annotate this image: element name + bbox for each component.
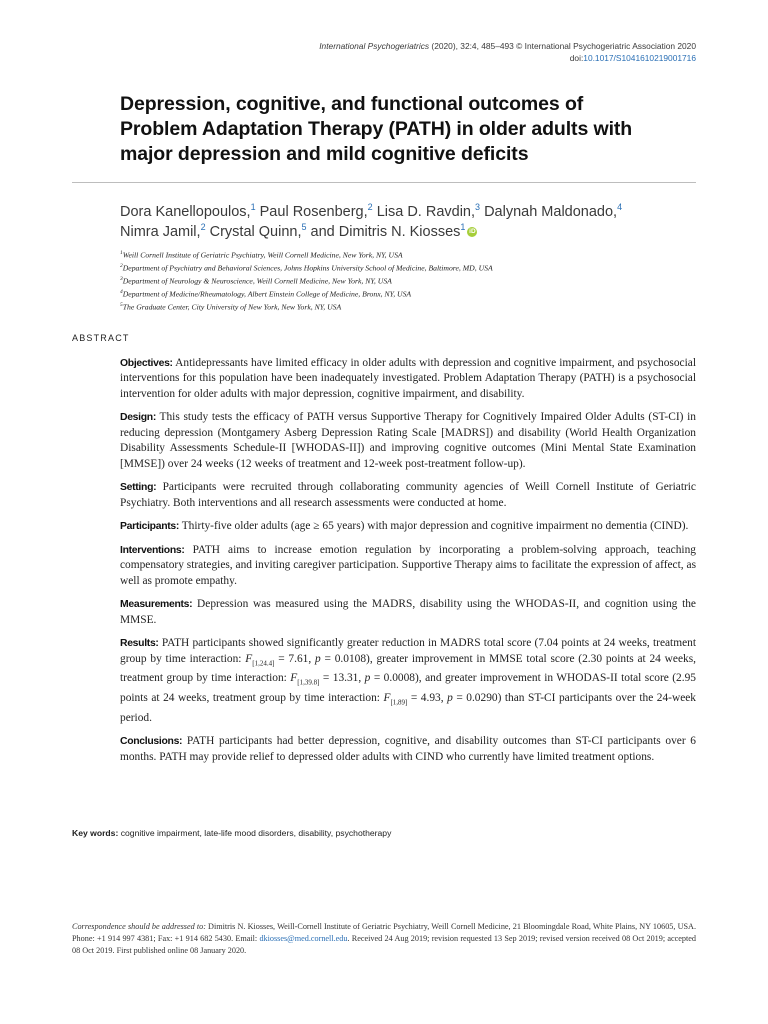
journal-name: International Psychogeriatrics (319, 41, 430, 51)
abstract-heading: ABSTRACT (72, 333, 130, 343)
keywords (72, 827, 696, 839)
abstract-interventions: Interventions: PATH aims to increase emotion regulation by incorporating a problem-solving approach, teaching compensatory strategies, and inviting caregiver participation. Supportive Therapy aims to facilitate the expression of affect, as well as promote empathy. (120, 543, 696, 587)
abstract-results: Results: PATH participants showed significantly greater reduction in MADRS total score (7.04 points at 24 weeks, treatment group by time interaction: $F_{[1,24.4]} = 7.61$, p = 0.0108), greater improvement in MMSE total score (2.30 points at 24 weeks, treatment group by time interaction: $F_{[1,39.8]} = 13.31$, p = 0.0008), and greater improvement in WHODAS-II total score (2.95 points at 24 weeks, treatment group by time interaction: $F_{[1,89]} = 4.93$, p = 0.0290) than ST-CI participants over the 24-week period. (120, 637, 696, 724)
orcid-icon[interactable]: iD (469, 228, 476, 236)
author-list (120, 202, 680, 242)
affiliation: $^2$Department of Psychiatry and Behavioral Sciences, Johns Hopkins University School of Medicine, Baltimore, MD, USA (120, 263, 493, 273)
keywords-text: cognitive impairment, late-life mood disorders, disability, psychotherapy (120, 828, 392, 838)
article-title: Depression, cognitive, and functional outcomes of Problem Adaptation Therapy (PATH) in older adults with major depression and mild cognitive deficits (120, 93, 633, 165)
email-link[interactable]: dkiosses@med.cornell.edu (259, 934, 348, 944)
author[interactable]: Paul Rosenberg,$^2$ (259, 202, 373, 220)
author[interactable]: Nimra Jamil,$^2$ (120, 222, 206, 240)
author[interactable]: Dora Kanellopoulos,$^1$ (120, 202, 256, 220)
author[interactable]: and Dimitris N. Kiosses$^1$ (310, 222, 466, 240)
correspondence-label: Correspondence should be addressed to: (72, 922, 206, 931)
author[interactable]: Lisa D. Ravdin,$^3$ (376, 202, 481, 220)
abstract-setting: Setting: Participants were recruited through collaborating community agencies of Weill Cornell Institute of Geriatric Psychiatry. Both interventions and all research assessments were conducted at home. (120, 481, 696, 509)
title-divider (72, 182, 696, 183)
correspondence-footnote: Correspondence should be addressed to: Dimitris N. Kiosses, Weill-Cornell Institute of Geriatric Psychiatry, Weill Cornell Medicine, 21 Bloomingdale Road, White Plains, NY 10605, USA. Phone: +1 914 997 4381; Fax: +1 914 682 5430. Email: dkiosses@med.cornell.edu. Received 24 Aug 2019; revision requested 13 Sep 2019; revised version received 08 Oct 2019; accepted 08 Oct 2019. First published online 08 January 2020. (72, 922, 697, 956)
author[interactable]: Dalynah Maldonado,$^4$ (484, 202, 623, 220)
doi-link[interactable]: 10.1017/S1041610219001716 (583, 53, 696, 63)
abstract-measurements: Measurements: Depression was measured using the MADRS, disability using the WHODAS-II, and cognition using the MMSE. (120, 598, 696, 626)
keywords-label: Key words: (72, 828, 119, 838)
affiliation: $^4$Department of Medicine/Rheumatology, Albert Einstein College of Medicine, Bronx, NY, USA (120, 289, 412, 299)
affiliation: $^5$The Graduate Center, City University of New York, New York, NY, USA (120, 302, 342, 312)
abstract-body (120, 356, 696, 773)
affiliation: $^3$Department of Neurology & Neuroscience, Weill Cornell Medicine, New York, NY, USA (120, 276, 392, 286)
doi-prefix: doi: (569, 53, 584, 63)
abstract-objectives: Objectives: Antidepressants have limited efficacy in older adults with depression and cognitive impairment, and psychosocial interventions for this population have been inadequately investigated. Problem Adaptation Therapy (PATH) is a psychosocial intervention for older adults with major depression, cognitive impairment, and disability. (120, 357, 697, 400)
abstract-conclusions: Conclusions: PATH participants had better depression, cognitive, and disability outcomes than ST-CI participants over 6 months. PATH may provide relief to depressed older adults with CIND who currently have limited treatment options. (120, 735, 696, 763)
journal-citation-header (319, 40, 696, 64)
abstract-participants: Participants: Thirty-five older adults (age ≥ 65 years) with major depression and cognitive impairment no dementia (CIND). (120, 520, 689, 533)
affiliation-list (120, 248, 680, 313)
journal-citation: (2020), 32:4, 485–493 © International Psychogeriatric Association 2020 (429, 41, 696, 51)
affiliation: $^1$Weill Cornell Institute of Geriatric Psychiatry, Weill Cornell Medicine, New York, NY, USA (120, 250, 403, 260)
abstract-design: Design: This study tests the efficacy of PATH versus Supportive Therapy for Cognitively Impaired Older Adults (ST-CI) in reducing depression (Montgamery Asberg Depression Rating Scale [MADRS]) and disability (World Health Organization Disability Assessments Schedule-II [WHODAS-II]) and improving cognitive outcomes (Mini Mental State Examination [MMSE]) over 24 weeks (12 weeks of treatment and 12-week post-treatment follow-up). (120, 411, 696, 470)
author[interactable]: Crystal Quinn,$^5$ (209, 222, 307, 240)
